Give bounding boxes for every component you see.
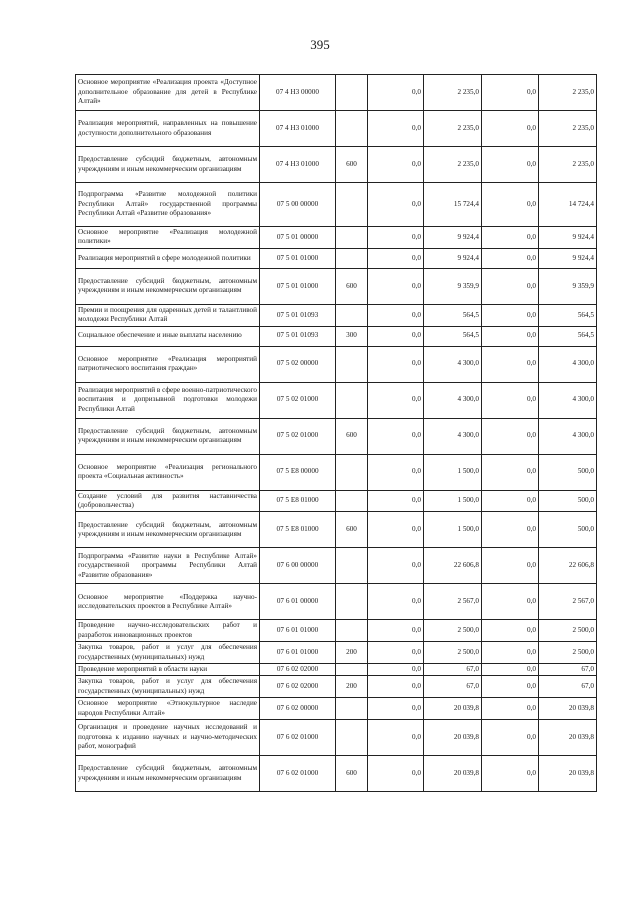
table-row: [76, 75, 597, 111]
row-value-4: 500,0: [539, 454, 597, 490]
row-code: 07 5 Е8 01000: [260, 512, 336, 548]
row-name: Предоставление субсидий бюджетным, автономным учреждениям и иным некоммерческим организациям: [76, 268, 260, 304]
row-name: Проведение научно-исследовательских работ и разработок инновационных проектов: [76, 620, 260, 642]
row-value-1: 0,0: [368, 147, 424, 183]
table-row: [76, 664, 597, 676]
table-row: [76, 642, 597, 664]
table-row: [76, 326, 597, 346]
row-value-3: 0,0: [482, 620, 539, 642]
row-value-2: 67,0: [424, 664, 482, 676]
row-value-2: 2 500,0: [424, 620, 482, 642]
table-row: [76, 346, 597, 382]
row-name: Предоставление субсидий бюджетным, автономным учреждениям и иным некоммерческим организациям: [76, 418, 260, 454]
row-value-1: 0,0: [368, 304, 424, 326]
row-code: 07 5 Е8 00000: [260, 454, 336, 490]
page-number: 395: [310, 37, 330, 52]
row-expense-type: [336, 75, 368, 111]
row-value-4: 2 235,0: [539, 147, 597, 183]
row-value-3: 0,0: [482, 382, 539, 418]
table-row: [76, 620, 597, 642]
row-expense-type: [336, 183, 368, 227]
row-value-2: 2 235,0: [424, 147, 482, 183]
row-value-1: 0,0: [368, 584, 424, 620]
row-value-3: 0,0: [482, 147, 539, 183]
row-code: 07 5 01 01000: [260, 268, 336, 304]
row-value-2: 4 300,0: [424, 418, 482, 454]
row-expense-type: [336, 720, 368, 756]
row-name: Социальное обеспечение и иные выплаты населению: [76, 326, 260, 346]
row-value-2: 15 724,4: [424, 183, 482, 227]
row-value-1: 0,0: [368, 642, 424, 664]
row-code: 07 5 02 01000: [260, 418, 336, 454]
row-value-3: 0,0: [482, 548, 539, 584]
row-value-4: 14 724,4: [539, 183, 597, 227]
row-expense-type: [336, 111, 368, 147]
row-value-2: 4 300,0: [424, 382, 482, 418]
row-value-1: 0,0: [368, 382, 424, 418]
row-value-4: 564,5: [539, 304, 597, 326]
row-expense-type: 200: [336, 676, 368, 698]
row-value-3: 0,0: [482, 584, 539, 620]
row-code: 07 5 01 01093: [260, 326, 336, 346]
row-code: 07 5 Е8 01000: [260, 490, 336, 512]
row-code: 07 6 02 01000: [260, 720, 336, 756]
row-code: 07 5 00 00000: [260, 183, 336, 227]
row-value-4: 4 300,0: [539, 418, 597, 454]
row-value-2: 564,5: [424, 326, 482, 346]
row-value-2: 67,0: [424, 676, 482, 698]
row-value-3: 0,0: [482, 75, 539, 111]
row-expense-type: [336, 304, 368, 326]
row-value-1: 0,0: [368, 512, 424, 548]
row-value-4: 9 924,4: [539, 227, 597, 249]
row-name: Основное мероприятие «Реализация мероприятий патриотического воспитания граждан»: [76, 346, 260, 382]
row-expense-type: [336, 698, 368, 720]
row-value-1: 0,0: [368, 418, 424, 454]
row-value-2: 4 300,0: [424, 346, 482, 382]
row-name: Организация и проведение научных исследований и подготовка к изданию научных и научно-методических работ, монографий: [76, 720, 260, 756]
table-row: [76, 548, 597, 584]
row-value-1: 0,0: [368, 75, 424, 111]
row-expense-type: 600: [336, 512, 368, 548]
row-value-1: 0,0: [368, 620, 424, 642]
row-value-4: 67,0: [539, 664, 597, 676]
row-value-4: 2 500,0: [539, 620, 597, 642]
row-code: 07 6 02 02000: [260, 664, 336, 676]
row-code: 07 6 02 02000: [260, 676, 336, 698]
row-value-3: 0,0: [482, 720, 539, 756]
row-value-4: 500,0: [539, 512, 597, 548]
row-code: 07 4 Н3 01000: [260, 147, 336, 183]
row-name: Основное мероприятие «Реализация регионального проекта «Социальная активность»: [76, 454, 260, 490]
row-expense-type: 600: [336, 418, 368, 454]
row-name: Подпрограмма «Развитие молодежной политики Республики Алтай» государственной программы Республики Алтай «Развитие образования»: [76, 183, 260, 227]
row-value-3: 0,0: [482, 111, 539, 147]
table-row: [76, 227, 597, 249]
row-expense-type: [336, 346, 368, 382]
table-row: [76, 382, 597, 418]
row-value-4: 20 039,8: [539, 756, 597, 792]
row-value-3: 0,0: [482, 227, 539, 249]
table-row: [76, 147, 597, 183]
row-name: Закупка товаров, работ и услуг для обеспечения государственных (муниципальных) нужд: [76, 642, 260, 664]
row-name: Закупка товаров, работ и услуг для обеспечения государственных (муниципальных) нужд: [76, 676, 260, 698]
row-value-1: 0,0: [368, 227, 424, 249]
row-value-3: 0,0: [482, 346, 539, 382]
row-value-3: 0,0: [482, 664, 539, 676]
row-code: 07 5 02 01000: [260, 382, 336, 418]
row-value-1: 0,0: [368, 698, 424, 720]
table-row: [76, 418, 597, 454]
row-expense-type: [336, 227, 368, 249]
table-row: [76, 512, 597, 548]
row-value-2: 9 359,9: [424, 268, 482, 304]
row-value-4: 500,0: [539, 490, 597, 512]
row-value-1: 0,0: [368, 111, 424, 147]
row-value-1: 0,0: [368, 756, 424, 792]
row-value-1: 0,0: [368, 490, 424, 512]
row-value-3: 0,0: [482, 183, 539, 227]
row-value-4: 2 500,0: [539, 642, 597, 664]
row-expense-type: [336, 548, 368, 584]
row-value-4: 4 300,0: [539, 346, 597, 382]
row-value-1: 0,0: [368, 326, 424, 346]
row-name: Основное мероприятие «Поддержка научно-исследовательских проектов в Республике Алтай»: [76, 584, 260, 620]
row-value-2: 9 924,4: [424, 248, 482, 268]
table-row: [76, 183, 597, 227]
table-row: [76, 111, 597, 147]
row-value-4: 20 039,8: [539, 720, 597, 756]
row-value-1: 0,0: [368, 346, 424, 382]
row-expense-type: [336, 248, 368, 268]
table-row: [76, 584, 597, 620]
row-code: 07 5 01 01000: [260, 248, 336, 268]
row-name: Основное мероприятие «Реализация проекта «Доступное дополнительное образование для детей в Республике Алтай»: [76, 75, 260, 111]
row-name: Создание условий для развития наставничества (добровольчества): [76, 490, 260, 512]
row-name: Предоставление субсидий бюджетным, автономным учреждениям и иным некоммерческим организациям: [76, 756, 260, 792]
table-row: [76, 756, 597, 792]
row-code: 07 4 Н3 00000: [260, 75, 336, 111]
row-value-1: 0,0: [368, 454, 424, 490]
row-expense-type: [336, 664, 368, 676]
row-code: 07 6 00 00000: [260, 548, 336, 584]
row-value-4: 2 567,0: [539, 584, 597, 620]
table-row: [76, 698, 597, 720]
table-row: [76, 454, 597, 490]
table-row: [76, 304, 597, 326]
row-value-3: 0,0: [482, 326, 539, 346]
row-value-2: 1 500,0: [424, 512, 482, 548]
table-row: [76, 268, 597, 304]
row-code: 07 6 01 01000: [260, 642, 336, 664]
budget-table: [75, 74, 597, 792]
table-row: [76, 248, 597, 268]
table-row: [76, 676, 597, 698]
row-name: Основное мероприятие «Этнокультурное наследие народов Республики Алтай»: [76, 698, 260, 720]
row-value-3: 0,0: [482, 268, 539, 304]
row-value-2: 2 567,0: [424, 584, 482, 620]
row-value-1: 0,0: [368, 676, 424, 698]
row-code: 07 6 02 01000: [260, 756, 336, 792]
row-code: 07 6 02 00000: [260, 698, 336, 720]
row-value-1: 0,0: [368, 183, 424, 227]
row-value-4: 2 235,0: [539, 111, 597, 147]
row-expense-type: 300: [336, 326, 368, 346]
row-code: 07 4 Н3 01000: [260, 111, 336, 147]
row-value-4: 4 300,0: [539, 382, 597, 418]
row-expense-type: [336, 584, 368, 620]
row-value-3: 0,0: [482, 248, 539, 268]
row-value-3: 0,0: [482, 454, 539, 490]
row-value-3: 0,0: [482, 512, 539, 548]
row-name: Подпрограмма «Развитие науки в Республике Алтай» государственной программы Республики Алтай «Развитие образования»: [76, 548, 260, 584]
row-value-2: 20 039,8: [424, 756, 482, 792]
row-value-4: 22 606,8: [539, 548, 597, 584]
row-value-2: 20 039,8: [424, 698, 482, 720]
row-name: Премии и поощрения для одаренных детей и талантливой молодежи Республики Алтай: [76, 304, 260, 326]
row-value-1: 0,0: [368, 548, 424, 584]
row-value-4: 67,0: [539, 676, 597, 698]
row-code: 07 5 02 00000: [260, 346, 336, 382]
row-value-3: 0,0: [482, 676, 539, 698]
row-value-3: 0,0: [482, 490, 539, 512]
row-value-1: 0,0: [368, 268, 424, 304]
row-code: 07 6 01 00000: [260, 584, 336, 620]
row-name: Предоставление субсидий бюджетным, автономным учреждениям и иным некоммерческим организациям: [76, 147, 260, 183]
row-value-2: 22 606,8: [424, 548, 482, 584]
row-code: 07 5 01 00000: [260, 227, 336, 249]
row-value-1: 0,0: [368, 248, 424, 268]
row-value-2: 1 500,0: [424, 490, 482, 512]
row-value-2: 564,5: [424, 304, 482, 326]
row-name: Проведение мероприятий в области науки: [76, 664, 260, 676]
row-value-2: 9 924,4: [424, 227, 482, 249]
row-name: Основное мероприятие «Реализация молодежной политики»: [76, 227, 260, 249]
row-value-2: 20 039,8: [424, 720, 482, 756]
row-value-3: 0,0: [482, 418, 539, 454]
row-value-4: 9 359,9: [539, 268, 597, 304]
table-row: [76, 720, 597, 756]
row-expense-type: 600: [336, 268, 368, 304]
row-value-2: 2 235,0: [424, 111, 482, 147]
row-value-2: 1 500,0: [424, 454, 482, 490]
row-name: Реализация мероприятий в сфере молодежной политики: [76, 248, 260, 268]
row-name: Реализация мероприятий в сфере военно-патриотического воспитания и допризывной подготовки молодежи Республики Алтай: [76, 382, 260, 418]
row-value-3: 0,0: [482, 642, 539, 664]
row-expense-type: 600: [336, 147, 368, 183]
row-value-4: 564,5: [539, 326, 597, 346]
row-value-1: 0,0: [368, 664, 424, 676]
row-value-1: 0,0: [368, 720, 424, 756]
row-value-3: 0,0: [482, 304, 539, 326]
row-value-3: 0,0: [482, 756, 539, 792]
row-expense-type: 200: [336, 642, 368, 664]
row-value-4: 20 039,8: [539, 698, 597, 720]
row-expense-type: [336, 454, 368, 490]
table-row: [76, 490, 597, 512]
row-name: Реализация мероприятий, направленных на повышение доступности дополнительного образования: [76, 111, 260, 147]
row-value-4: 2 235,0: [539, 75, 597, 111]
row-code: 07 5 01 01093: [260, 304, 336, 326]
row-value-2: 2 500,0: [424, 642, 482, 664]
row-value-2: 2 235,0: [424, 75, 482, 111]
row-expense-type: [336, 620, 368, 642]
row-expense-type: [336, 490, 368, 512]
row-name: Предоставление субсидий бюджетным, автономным учреждениям и иным некоммерческим организациям: [76, 512, 260, 548]
row-value-4: 9 924,4: [539, 248, 597, 268]
row-value-3: 0,0: [482, 698, 539, 720]
row-expense-type: [336, 382, 368, 418]
row-expense-type: 600: [336, 756, 368, 792]
row-code: 07 6 01 01000: [260, 620, 336, 642]
